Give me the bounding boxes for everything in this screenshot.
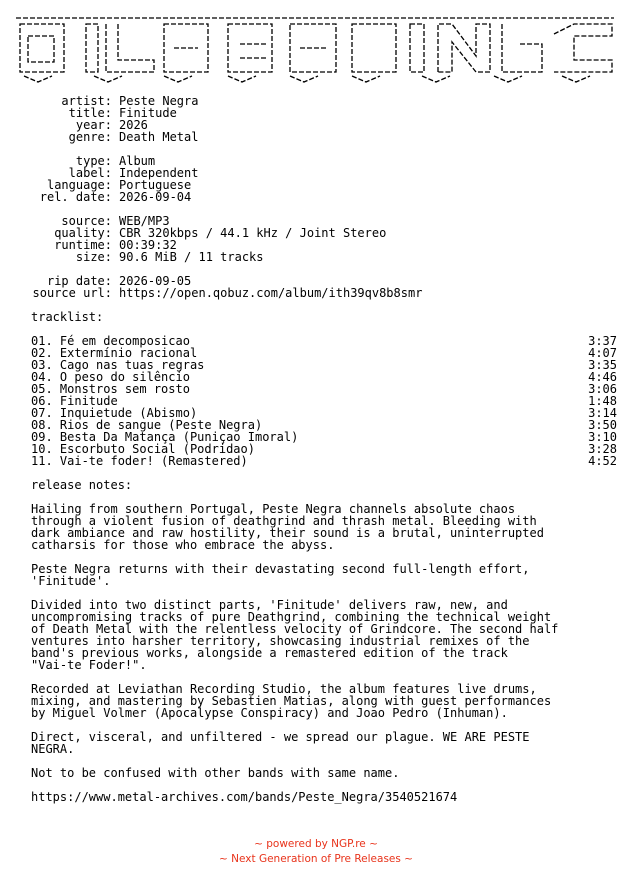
field-row bbox=[0, 251, 632, 263]
release-notes bbox=[31, 503, 621, 815]
track-duration: 4:46 bbox=[588, 370, 617, 384]
field-value: Portuguese bbox=[119, 178, 192, 192]
notes-line: Direct, visceral, and unfiltered - we spread our plague. WE ARE PESTE bbox=[31, 730, 530, 744]
track-row bbox=[31, 455, 617, 467]
field-value: 90.6 MiB / 11 tracks bbox=[119, 250, 264, 264]
field-value: Peste Negra bbox=[119, 94, 199, 108]
notes-line: Divided into two distinct parts, 'Finitude' delivers raw, new, and bbox=[31, 598, 508, 612]
field-value: Finitude bbox=[119, 106, 177, 120]
notes-line: Recorded at Leviathan Recording Studio, the album features live drums, bbox=[31, 682, 537, 696]
track-duration: 4:52 bbox=[588, 454, 617, 468]
field-value: 2026 bbox=[119, 118, 148, 132]
field-value: CBR 320kbps / 44.1 kHz / Joint Stereo bbox=[119, 226, 387, 240]
track-title: 07. Inquietude (Abismo) bbox=[31, 406, 198, 420]
notes-line: band's previous works, alongside a remastered edition of the track bbox=[31, 646, 508, 660]
field-key: language: bbox=[46, 178, 112, 192]
track-duration: 3:50 bbox=[588, 418, 617, 432]
notes-line: mixing, and mastering by Sebastien Matias, along with guest performances bbox=[31, 694, 552, 708]
field-value: 2026-09-05 bbox=[119, 274, 192, 288]
track-title: 06. Finitude bbox=[31, 394, 118, 408]
field-key: size: bbox=[75, 250, 112, 264]
notes-line: Not to be confused with other bands with same name. bbox=[31, 766, 400, 780]
notes-line: ventures into harsher territory, showcasing industrial remixes of the bbox=[31, 634, 530, 648]
field-key: type: bbox=[75, 154, 112, 168]
notes-line: Peste Negra returns with their devastating second full-length effort, bbox=[31, 562, 530, 576]
notes-paragraph bbox=[31, 503, 621, 551]
field-key: year: bbox=[75, 118, 112, 132]
track-title: 10. Escorbuto Social (Podridao) bbox=[31, 442, 255, 456]
track-duration: 3:28 bbox=[588, 442, 617, 456]
track-duration: 3:35 bbox=[588, 358, 617, 372]
field-key: label: bbox=[68, 166, 112, 180]
field-value: 2026-09-04 bbox=[119, 190, 192, 204]
ascii-banner-logo bbox=[14, 14, 618, 84]
field-value: Independent bbox=[119, 166, 199, 180]
field-row bbox=[0, 287, 632, 299]
field-value: https://open.qobuz.com/album/ith39qv8b8smr bbox=[119, 286, 423, 300]
notes-line: NEGRA. bbox=[31, 742, 75, 756]
notes-line: Hailing from southern Portugal, Peste Negra channels absolute chaos bbox=[31, 502, 516, 516]
notes-line: uncompromising tracks of pure Deathgrind, combining the technical weight bbox=[31, 610, 552, 624]
track-title: 09. Besta Da Matança (Puniçao Imoral) bbox=[31, 430, 299, 444]
track-title: 01. Fé em decomposicao bbox=[31, 334, 190, 348]
notes-paragraph bbox=[31, 683, 621, 719]
track-duration: 3:37 bbox=[588, 334, 617, 348]
field-key: runtime: bbox=[54, 238, 112, 252]
notes-paragraph bbox=[31, 767, 621, 779]
track-duration: 3:10 bbox=[588, 430, 617, 444]
field-value: WEB/MP3 bbox=[119, 214, 170, 228]
track-row bbox=[31, 383, 617, 395]
track-title: 04. O peso do silêncio bbox=[31, 370, 190, 384]
track-title: 03. Cago nas tuas regras bbox=[31, 358, 205, 372]
notes-line: "Vai-te Foder!". bbox=[31, 658, 147, 672]
field-key: quality: bbox=[54, 226, 112, 240]
track-duration: 3:06 bbox=[588, 382, 617, 396]
track-duration: 3:14 bbox=[588, 406, 617, 420]
metadata-release bbox=[0, 155, 632, 203]
tracklist bbox=[31, 335, 617, 467]
field-key: source: bbox=[61, 214, 112, 228]
metadata-rip bbox=[0, 275, 632, 299]
field-value: Death Metal bbox=[119, 130, 199, 144]
field-key: source url: bbox=[32, 286, 112, 300]
track-title: 08. Rios de sangue (Peste Negra) bbox=[31, 418, 263, 432]
field-value: 00:39:32 bbox=[119, 238, 177, 252]
notes-paragraph bbox=[31, 599, 621, 671]
field-key: genre: bbox=[68, 130, 112, 144]
track-duration: 1:48 bbox=[588, 394, 617, 408]
field-row bbox=[0, 131, 632, 143]
notes-line: https://www.metal-archives.com/bands/Peste_Negra/3540521674 bbox=[31, 790, 458, 804]
footer-tagline: ~ Next Generation of Pre Releases ~ bbox=[219, 853, 413, 865]
track-title: 05. Monstros sem rosto bbox=[31, 382, 190, 396]
footer bbox=[0, 837, 632, 867]
notes-paragraph bbox=[31, 791, 621, 803]
metadata-source bbox=[0, 215, 632, 263]
notes-line: by Miguel Volmer (Apocalypse Conspiracy) and Joao Pedro (Inhuman). bbox=[31, 706, 508, 720]
field-key: rel. date: bbox=[39, 190, 112, 204]
field-row bbox=[0, 191, 632, 203]
notes-line: dark ambiance and raw hostility, their sound is a brutal, uninterrupted bbox=[31, 526, 544, 540]
release-notes-label: release notes: bbox=[31, 478, 133, 492]
notes-line: of Death Metal with the relentless velocity of Grindcore. The second half bbox=[31, 622, 559, 636]
field-key: title: bbox=[68, 106, 112, 120]
notes-line: through a violent fusion of deathgrind and thrash metal. Bleeding with bbox=[31, 514, 537, 528]
field-value: Album bbox=[119, 154, 156, 168]
track-duration: 4:07 bbox=[588, 346, 617, 360]
track-title: 11. Vai-te foder! (Remastered) bbox=[31, 454, 248, 468]
field-key: rip date: bbox=[46, 274, 112, 288]
notes-line: catharsis for those who embrace the abyss. bbox=[31, 538, 335, 552]
metadata-basic bbox=[0, 95, 632, 143]
notes-paragraph bbox=[31, 563, 621, 587]
field-key: artist: bbox=[61, 94, 112, 108]
track-title: 02. Extermínio racional bbox=[31, 346, 198, 360]
tracklist-label: tracklist: bbox=[31, 310, 104, 324]
notes-paragraph bbox=[31, 731, 621, 755]
footer-powered-by: ~ powered by NGP.re ~ bbox=[254, 838, 378, 850]
notes-line: 'Finitude'. bbox=[31, 574, 111, 588]
